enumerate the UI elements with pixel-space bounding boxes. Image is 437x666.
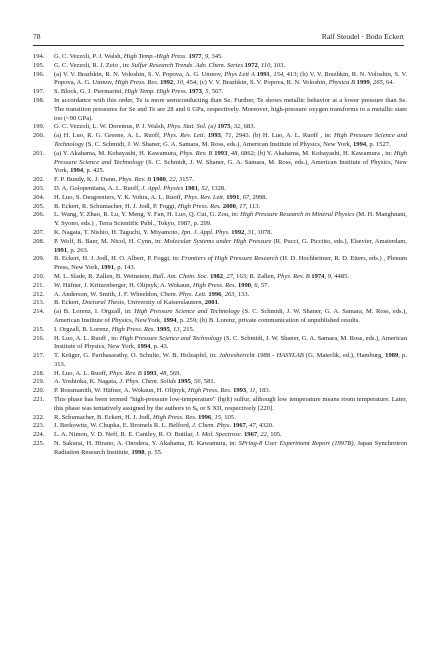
reference-fragment: , 105. bbox=[266, 431, 282, 439]
reference-journal: 11 bbox=[249, 387, 256, 395]
reference-number: 221. bbox=[33, 396, 45, 404]
reference-journal: High Pressure Research in Mineral Physics bbox=[240, 211, 355, 219]
reference-journal: Phys Lett A bbox=[224, 70, 255, 78]
reference-item bbox=[33, 88, 407, 97]
reference-fragment: , 2943. (b) H. Luo, A. L. Ruoff , in: bbox=[231, 132, 334, 140]
reference-item bbox=[33, 62, 407, 71]
reference-number: 200. bbox=[33, 132, 45, 140]
reference-fragment: , 57. bbox=[257, 281, 270, 289]
reference-fragment: , 103. bbox=[270, 61, 286, 69]
reference-journal: Jahresbericht 1988 - HASYLAB bbox=[218, 352, 304, 360]
reference-year: 1993 bbox=[214, 149, 228, 157]
reference-item bbox=[33, 97, 407, 123]
reference-number: 201. bbox=[33, 149, 45, 157]
reference-text bbox=[54, 387, 270, 394]
reference-number: 207. bbox=[33, 228, 45, 236]
reference-year: 1980 bbox=[152, 176, 166, 184]
reference-year: 1990 bbox=[237, 281, 251, 289]
reference-text bbox=[54, 71, 407, 87]
reference-fragment: , 6862; (b) Y. Akahama, M. Kobayashi, H. Kawamura , in: bbox=[237, 149, 394, 157]
reference-fragment: , p. 425. bbox=[83, 167, 105, 175]
reference-item bbox=[33, 185, 407, 194]
reference-journal: High Press. Res. bbox=[115, 79, 159, 87]
header-rule bbox=[33, 45, 404, 46]
reference-fragment: (S. C. Schmidt, J. W. Shaner, G. A. Samara, M. Ross, eds.), American Institute of Physics, NewYork, bbox=[54, 308, 407, 324]
reference-number: 202. bbox=[33, 176, 45, 184]
reference-fragment: , 3157. bbox=[175, 176, 194, 184]
reference-journal: Phys. Rev. B bbox=[118, 176, 152, 184]
reference-journal: J. Mol. Spectrosc. bbox=[195, 431, 243, 439]
reference-year: 1991 bbox=[256, 70, 270, 78]
reference-year: 1992 bbox=[160, 79, 174, 87]
reference-fragment: , bbox=[156, 369, 160, 377]
reference-fragment: . bbox=[217, 299, 220, 307]
reference-journal: 56 bbox=[194, 378, 201, 386]
reference-number: 211. bbox=[33, 281, 45, 289]
reference-year: 1998 bbox=[131, 448, 145, 456]
reference-journal: 47 bbox=[249, 422, 256, 430]
reference-fragment: , 113. bbox=[245, 202, 261, 210]
reference-text bbox=[54, 396, 407, 412]
reference-fragment: A. Anderson, W. Smith, J. F. Wheeldon, bbox=[54, 290, 161, 298]
reference-journal: High Pressure Science and Technology bbox=[54, 149, 408, 166]
reference-fragment: B. Eckert, R. Schumacher, H. J. Jodl, P. Foggi, bbox=[54, 202, 178, 210]
reference-journal: 110 bbox=[261, 61, 271, 69]
reference-journal: 32 bbox=[233, 123, 241, 131]
reference-year: 1999 bbox=[356, 79, 370, 87]
reference-item bbox=[33, 431, 407, 440]
reference-number: 220. bbox=[33, 387, 45, 395]
reference-journal: High Press. Res. bbox=[111, 325, 156, 333]
reference-year: 2001 bbox=[204, 299, 218, 307]
reference-year: 1994 bbox=[137, 343, 151, 351]
reference-fragment: , bbox=[223, 272, 227, 280]
reference-year: 1994 bbox=[70, 167, 84, 175]
reference-fragment: J. Berkowitz, W. Chupka, E. Bromels R. L. Belford, bbox=[54, 422, 193, 430]
reference-fragment: (H. D. Hochheimer, R. D. Etters, eds.) , Plenum Press, New York, bbox=[54, 255, 407, 272]
reference-fragment: , p. 263. bbox=[67, 246, 89, 254]
reference-text bbox=[54, 378, 215, 385]
reference-text bbox=[54, 150, 407, 175]
reference-year: 1995 bbox=[156, 325, 170, 333]
reference-item bbox=[33, 370, 407, 379]
reference-text bbox=[54, 291, 249, 298]
reference-fragment: , 4320. bbox=[255, 422, 274, 430]
reference-fragment: P. Rossmanith, W. Häfner, A. Wokaun, H. Olijnyk, bbox=[54, 387, 189, 395]
reference-fragment: (S. C. Schmidt, J. W. Shaner, G. A. Samara, M. Ross, eds.), American Institute of Physics, New York, bbox=[54, 158, 407, 175]
reference-item bbox=[33, 335, 407, 353]
reference-text bbox=[54, 255, 407, 271]
reference-item bbox=[33, 308, 407, 326]
reference-fragment: , bbox=[190, 378, 195, 386]
reference-journal: 48 bbox=[159, 369, 167, 377]
reference-journal: 9 bbox=[327, 272, 331, 280]
reference-fragment: (a) B. Lorenz, I. Orgzall, in: bbox=[54, 308, 135, 316]
reference-fragment: This phase has been termed "high-pressure low-temperature" (hplt) sulfur, although low temperature means room temperature. Later, this phase was tentatively assigned by the authors to S bbox=[54, 396, 407, 412]
reference-number: 213. bbox=[33, 299, 45, 307]
reference-year: 1993 bbox=[143, 369, 157, 377]
reference-journal: 5 bbox=[205, 88, 209, 96]
reference-fragment: N. Sakurai, H. Hirano, A. Onodera, Y. Akahama, H. Kawamura, in: bbox=[54, 440, 239, 448]
reference-fragment: D. A. Golopentiana, A. L. Ruoff, bbox=[54, 184, 142, 192]
reference-item bbox=[33, 203, 407, 212]
reference-fragment: G. C. Vezzoli, P. J. Walsh, bbox=[54, 53, 124, 60]
reference-text bbox=[54, 229, 272, 236]
reference-item bbox=[33, 352, 407, 370]
reference-year: 2000 bbox=[222, 202, 236, 210]
reference-fragment: , p. 55. bbox=[144, 448, 163, 456]
reference-year: 1995 bbox=[177, 378, 191, 386]
reference-year: 1967 bbox=[232, 422, 246, 430]
reference-number: 209. bbox=[33, 255, 45, 263]
reference-item bbox=[33, 53, 407, 62]
reference-journal: 22 bbox=[260, 431, 267, 439]
reference-fragment: G. C. Vezzoli, R. J. Zeto , in: bbox=[54, 61, 132, 69]
reference-journal: 10 bbox=[176, 79, 184, 87]
reference-item bbox=[33, 229, 407, 238]
reference-journal: SPring-8 User Experiment Report (1997B) bbox=[238, 440, 354, 448]
reference-number: 194. bbox=[33, 53, 45, 60]
reference-year: 1992 bbox=[231, 228, 245, 236]
reference-fragment: , 567. bbox=[208, 88, 224, 96]
reference-item bbox=[33, 396, 407, 414]
reference-fragment: H. Luo, A. L. Ruoff , in: bbox=[54, 334, 120, 342]
reference-number: 203. bbox=[33, 184, 45, 192]
reference-journal: Phys. Rev. B bbox=[109, 369, 142, 377]
reference-item bbox=[33, 150, 407, 176]
reference-journal: Physica B bbox=[328, 79, 356, 87]
reference-fragment: , 183. bbox=[255, 387, 271, 395]
reference-fragment: F. P. Bundy, K. J. Dunn, bbox=[54, 176, 119, 184]
reference-journal: High Press. Res. bbox=[153, 413, 197, 421]
reference-journal: Phys. Rev. B bbox=[277, 272, 310, 280]
reference-journal: 6 bbox=[254, 281, 258, 289]
reference-journal: 154 bbox=[273, 70, 284, 78]
reference-number: 198. bbox=[33, 96, 45, 104]
reference-fragment: K. Nagata, T. Nishio, H. Taguchi, Y. Miyamoto, bbox=[54, 228, 181, 236]
reference-item bbox=[33, 238, 407, 256]
reference-fragment: , 215. bbox=[179, 325, 195, 333]
reference-fragment: (a) V. V. Brazhkin, R. N. Voloshin, S. V. Popova, A. G. Umnov, bbox=[54, 70, 225, 78]
reference-fragment: or S XII, respectively [220]. bbox=[198, 404, 274, 412]
reference-item bbox=[33, 299, 407, 308]
reference-fragment: , 1328. bbox=[207, 184, 226, 192]
reference-fragment: , bbox=[369, 79, 374, 87]
reference-journal: 265 bbox=[373, 79, 383, 87]
reference-journal: Phys. Rev. Lett. bbox=[184, 193, 225, 201]
reference-text bbox=[54, 53, 223, 60]
reference-number: 212. bbox=[33, 290, 45, 298]
reference-journal: High Temp.-High Press. bbox=[123, 53, 187, 60]
reference-fragment: L. Wang, Y. Zhao, R. Lu, Y. Meng, Y. Fan, H. Luo, Q. Cui, G. Zou, in: bbox=[54, 211, 241, 219]
reference-year: 1993 bbox=[233, 387, 247, 395]
reference-item bbox=[33, 414, 407, 423]
reference-fragment: , bbox=[257, 431, 261, 439]
reference-text bbox=[54, 176, 194, 183]
reference-item bbox=[33, 71, 407, 89]
reference-text bbox=[54, 123, 255, 130]
reference-text bbox=[54, 132, 407, 148]
reference-fragment: , bbox=[220, 132, 225, 140]
reference-journal: 15 bbox=[214, 413, 221, 421]
reference-journal: 17 bbox=[239, 202, 246, 210]
reference-fragment: In accordance with this order, Te is more semiconducting than Se. Further, Te shows metallic behavior at a lower pressure than Se. The transition pressures for Se and Te are 28 and 6 GPa, respectively. Moreover, high-pressure oxygen transforms to a metallic state too (~90 GPa). bbox=[54, 96, 407, 122]
reference-number: 196. bbox=[33, 70, 45, 78]
reference-text bbox=[54, 299, 219, 306]
reference-number: 210. bbox=[33, 272, 45, 280]
reference-fragment: , 2998. bbox=[249, 193, 268, 201]
reference-text bbox=[54, 440, 407, 456]
reference-text bbox=[54, 282, 269, 289]
reference-item bbox=[33, 326, 407, 335]
reference-fragment: , bbox=[244, 228, 248, 236]
reference-fragment: , 163; R. Zallen, bbox=[232, 272, 278, 280]
reference-fragment: , bbox=[324, 272, 328, 280]
reference-year: 1994 bbox=[163, 316, 177, 324]
reference-journal: 27 bbox=[226, 272, 233, 280]
reference-journal: J. Appl. Physics bbox=[141, 184, 184, 192]
reference-number: 205. bbox=[33, 202, 45, 210]
reference-text bbox=[54, 422, 274, 429]
reference-fragment: (M. H. Manghnani, Y. Syono, eds.) , Terra Scientific Publ., Tokyo, 1987, p. 299. bbox=[54, 211, 407, 228]
reference-journal: Sulfur Research Trends. Adv. Chem. Series bbox=[131, 61, 244, 69]
reference-fragment: , 413; (b) V. V. Brazhkin, R. N. Voloshin, S. V. Popova, A. G. Umnov, bbox=[54, 70, 407, 87]
reference-journal: Bull. Am. Chem. Soc. bbox=[152, 272, 209, 280]
reference-number: 224. bbox=[33, 431, 45, 439]
reference-journal: 9 bbox=[204, 53, 209, 60]
reference-journal: Phys. Rev. B bbox=[179, 149, 213, 157]
reference-text bbox=[54, 326, 194, 333]
reference-fragment: , University of Kaiserslautern, bbox=[124, 299, 205, 307]
reference-journal: High Press. Res. bbox=[188, 387, 232, 395]
reference-fragment: , bbox=[165, 176, 170, 184]
reference-fragment: T. Krüger, G. Parthasarathy, O. Schulte, W. B. Holzapfel, in: bbox=[54, 352, 219, 360]
reference-number: 217. bbox=[33, 352, 45, 360]
reference-list bbox=[33, 53, 407, 458]
reference-year: 1977 bbox=[188, 53, 202, 60]
reference-number: 216. bbox=[33, 334, 45, 342]
reference-journal: Molecular Systems under High Pressure bbox=[164, 237, 272, 245]
reference-item bbox=[33, 176, 407, 185]
reference-number: 206. bbox=[33, 211, 45, 219]
reference-text bbox=[54, 352, 407, 368]
reference-fragment: M. L. Slade, R. Zallen, B. Weinstein, bbox=[54, 272, 153, 280]
reference-fragment: , bbox=[201, 53, 205, 60]
reference-journal: 22 bbox=[169, 176, 176, 184]
reference-item bbox=[33, 378, 407, 387]
reference-fragment: , bbox=[221, 290, 225, 298]
reference-number: 219. bbox=[33, 378, 45, 386]
reference-journal: 48 bbox=[230, 149, 238, 157]
reference-item bbox=[33, 273, 407, 282]
reference-journal: Phys. Stat. Sol. (a) bbox=[167, 123, 216, 131]
reference-fragment: , p. 143. bbox=[114, 264, 136, 272]
reference-fragment: 6 bbox=[196, 406, 199, 412]
reference-text bbox=[54, 308, 407, 324]
reference-item bbox=[33, 255, 407, 273]
reference-item bbox=[33, 291, 407, 300]
reference-text bbox=[54, 203, 260, 210]
reference-journal: 67 bbox=[242, 193, 250, 201]
reference-year: 1991 bbox=[226, 193, 240, 201]
reference-fragment: H. Luo, S. Desgreniers, Y. K. Vohra, A. L. Ruoff, bbox=[54, 193, 185, 201]
reference-fragment: , bbox=[269, 70, 274, 78]
reference-fragment: L. A. Nimon, V. D. Neff, R. E. Cantley, R. O. Buttlar, bbox=[54, 431, 196, 439]
reference-journal: 71 bbox=[224, 132, 232, 140]
reference-year: 1991 bbox=[54, 246, 68, 254]
reference-year: 1996 bbox=[208, 290, 222, 298]
reference-fragment: , bbox=[230, 123, 234, 131]
reference-number: 225. bbox=[33, 440, 45, 448]
reference-fragment: , bbox=[246, 387, 250, 395]
reference-fragment: H. Luo, A. L. Ruoff, bbox=[54, 369, 110, 377]
reference-number: 214. bbox=[33, 308, 45, 316]
reference-item bbox=[33, 387, 407, 396]
reference-number: 199. bbox=[33, 123, 45, 131]
reference-year: 1967 bbox=[244, 431, 258, 439]
reference-year: 1975 bbox=[217, 123, 231, 131]
reference-fragment: (a) H. Luo, R. G. Greene, A. L. Ruoff, bbox=[54, 132, 164, 140]
reference-journal: Chem. Phys. Lett. bbox=[160, 290, 207, 298]
reference-text bbox=[54, 238, 407, 254]
reference-year: 1972 bbox=[244, 61, 258, 69]
reference-fragment: W. Häfner, J. Kritzenberger, H. Olijnyk, A. Wokaun, bbox=[54, 281, 193, 289]
reference-fragment: , 133. bbox=[234, 290, 250, 298]
reference-text bbox=[54, 414, 236, 421]
reference-fragment: , 581. bbox=[200, 378, 216, 386]
reference-journal: High Temp. High Press. bbox=[124, 88, 188, 96]
reference-fragment: , 105. bbox=[220, 413, 236, 421]
reference-fragment: (R. Pucci, G. Piccitto, eds.), Elsevier, Amsterdam, bbox=[271, 237, 407, 245]
reference-fragment: B. Eckert, bbox=[54, 299, 82, 307]
reference-text bbox=[54, 97, 407, 122]
reference-fragment: , bbox=[245, 422, 250, 430]
reference-journal: 31 bbox=[247, 228, 255, 236]
reference-fragment: , p. 1527. bbox=[366, 140, 391, 148]
reference-fragment: A. Yoshioka, K. Nagata, bbox=[54, 378, 120, 386]
reference-text bbox=[54, 194, 267, 201]
reference-number: 195. bbox=[33, 61, 45, 69]
reference-fragment: , 569. bbox=[166, 369, 182, 377]
reference-fragment: , bbox=[257, 61, 262, 69]
reference-year: 1996 bbox=[198, 413, 212, 421]
reference-journal: High Pressure Science and Technology bbox=[54, 132, 408, 148]
reference-text bbox=[54, 273, 349, 280]
reference-fragment: , 454; (c) V. V. Brazhkin, S. V. Popova, R. N. Voloshin, bbox=[183, 79, 329, 87]
reference-fragment: , bbox=[173, 79, 177, 87]
reference-journal: 52 bbox=[201, 184, 208, 192]
reference-year: 1991 bbox=[100, 264, 115, 272]
reference-fragment: , p. 313. bbox=[54, 352, 407, 368]
reference-journal: High Pressure Science and Technology bbox=[134, 308, 240, 316]
reference-fragment: , p. 43. bbox=[150, 343, 169, 351]
reference-journal: High Press. Res. bbox=[177, 202, 222, 210]
reference-fragment: , bbox=[227, 149, 231, 157]
reference-year: 1974 bbox=[311, 272, 325, 280]
reference-fragment: , p. 259; (b) B. Lorenz, private communication of unpublished results. bbox=[176, 316, 360, 324]
reference-journal: J. Chem. Phys. bbox=[192, 422, 232, 430]
reference-fragment: , 64. bbox=[382, 79, 395, 87]
reference-fragment: , bbox=[239, 193, 243, 201]
reference-number: 215. bbox=[33, 325, 45, 333]
reference-journal: Doctoral Thesis bbox=[82, 299, 125, 307]
reference-number: 222. bbox=[33, 413, 45, 421]
reference-fragment: , bbox=[197, 184, 202, 192]
reference-text bbox=[54, 370, 181, 377]
reference-fragment: , Japan Synchrotron Radiation Research Institute, bbox=[54, 440, 407, 456]
reference-journal: Jpn. J. Appl. Phys. bbox=[180, 228, 230, 236]
reference-number: 204. bbox=[33, 193, 45, 201]
reference-item bbox=[33, 422, 407, 431]
reference-fragment: , 4485. bbox=[331, 272, 350, 280]
reference-fragment: , bbox=[235, 202, 240, 210]
reference-fragment: , bbox=[169, 325, 174, 333]
reference-text bbox=[54, 62, 285, 69]
reference-fragment: G. C. Vezzoli, L. W. Doremus, P. J. Walsh, bbox=[54, 123, 168, 131]
reference-journal: J. Phys. Chem. Solids bbox=[119, 378, 177, 386]
reference-fragment: , bbox=[250, 281, 255, 289]
reference-number: 223. bbox=[33, 422, 45, 430]
reference-fragment: , 345. bbox=[208, 53, 223, 60]
reference-journal: High Press. Res. bbox=[192, 281, 237, 289]
reference-fragment: , bbox=[201, 88, 206, 96]
reference-year: 1981 bbox=[184, 184, 198, 192]
reference-year: 1973 bbox=[188, 88, 202, 96]
reference-item bbox=[33, 211, 407, 229]
reference-year: 1993 bbox=[207, 132, 221, 140]
reference-year: 1989 bbox=[385, 352, 399, 360]
reference-item bbox=[33, 194, 407, 203]
reference-number: 218. bbox=[33, 369, 45, 377]
reference-text bbox=[54, 211, 407, 227]
reference-fragment: (a) Y. Akahama, M. Kobayashi, H. Kawamura, bbox=[54, 149, 180, 157]
reference-number: 197. bbox=[33, 88, 45, 96]
reference-text bbox=[54, 335, 407, 351]
reference-fragment: , 1078. bbox=[254, 228, 273, 236]
page-number: 78 bbox=[33, 32, 41, 41]
page-header bbox=[33, 31, 404, 43]
reference-text bbox=[54, 185, 226, 192]
reference-text bbox=[54, 431, 282, 438]
reference-year: 1982 bbox=[209, 272, 224, 280]
reference-fragment: , 683. bbox=[240, 123, 256, 131]
reference-fragment: B. Eckert, H. J. Jodl, H. O. Albert, P. Foggi, in: bbox=[54, 255, 182, 263]
reference-journal: 13 bbox=[173, 325, 180, 333]
running-head: Ralf Steudel · Bodo Eckert bbox=[321, 32, 404, 41]
reference-journal: High Pressure Science and Technology bbox=[119, 334, 223, 342]
reference-number: 208. bbox=[33, 237, 45, 245]
reference-journal: Phys. Rev. Lett. bbox=[163, 132, 206, 140]
reference-fragment: (G. Materlik, ed.), Hamburg, bbox=[303, 352, 386, 360]
reference-item bbox=[33, 123, 407, 132]
reference-fragment: I. Orgzall, B. Lorenz, bbox=[54, 325, 112, 333]
reference-journal: Frontiers of High Pressure Research bbox=[181, 255, 279, 263]
reference-fragment: , bbox=[211, 413, 215, 421]
reference-fragment: S. Block, G. J. Piermarini, bbox=[54, 88, 125, 96]
reference-fragment: (S. C. Schmidt, J. W. Shaner, G. A. Samara, M. Ross, eds.), American Institute of Physics, New York, bbox=[83, 140, 354, 148]
reference-journal: 263 bbox=[224, 290, 235, 298]
reference-year: 1994 bbox=[353, 140, 367, 148]
reference-item bbox=[33, 282, 407, 291]
reference-fragment: R. Schumacher, B. Eckert, H. J. Jodl, bbox=[54, 413, 154, 421]
reference-fragment: P. Wolf, B. Baer, M. Nicol, H. Cynn, in: bbox=[54, 237, 164, 245]
reference-text bbox=[54, 88, 223, 95]
reference-fragment: (S. C. Schmidt, J. W. Shaner, G. A. Samara, M. Ross, eds.), American Institute of Physics, New York, bbox=[54, 334, 407, 351]
reference-item bbox=[33, 132, 407, 150]
reference-item bbox=[33, 440, 407, 458]
